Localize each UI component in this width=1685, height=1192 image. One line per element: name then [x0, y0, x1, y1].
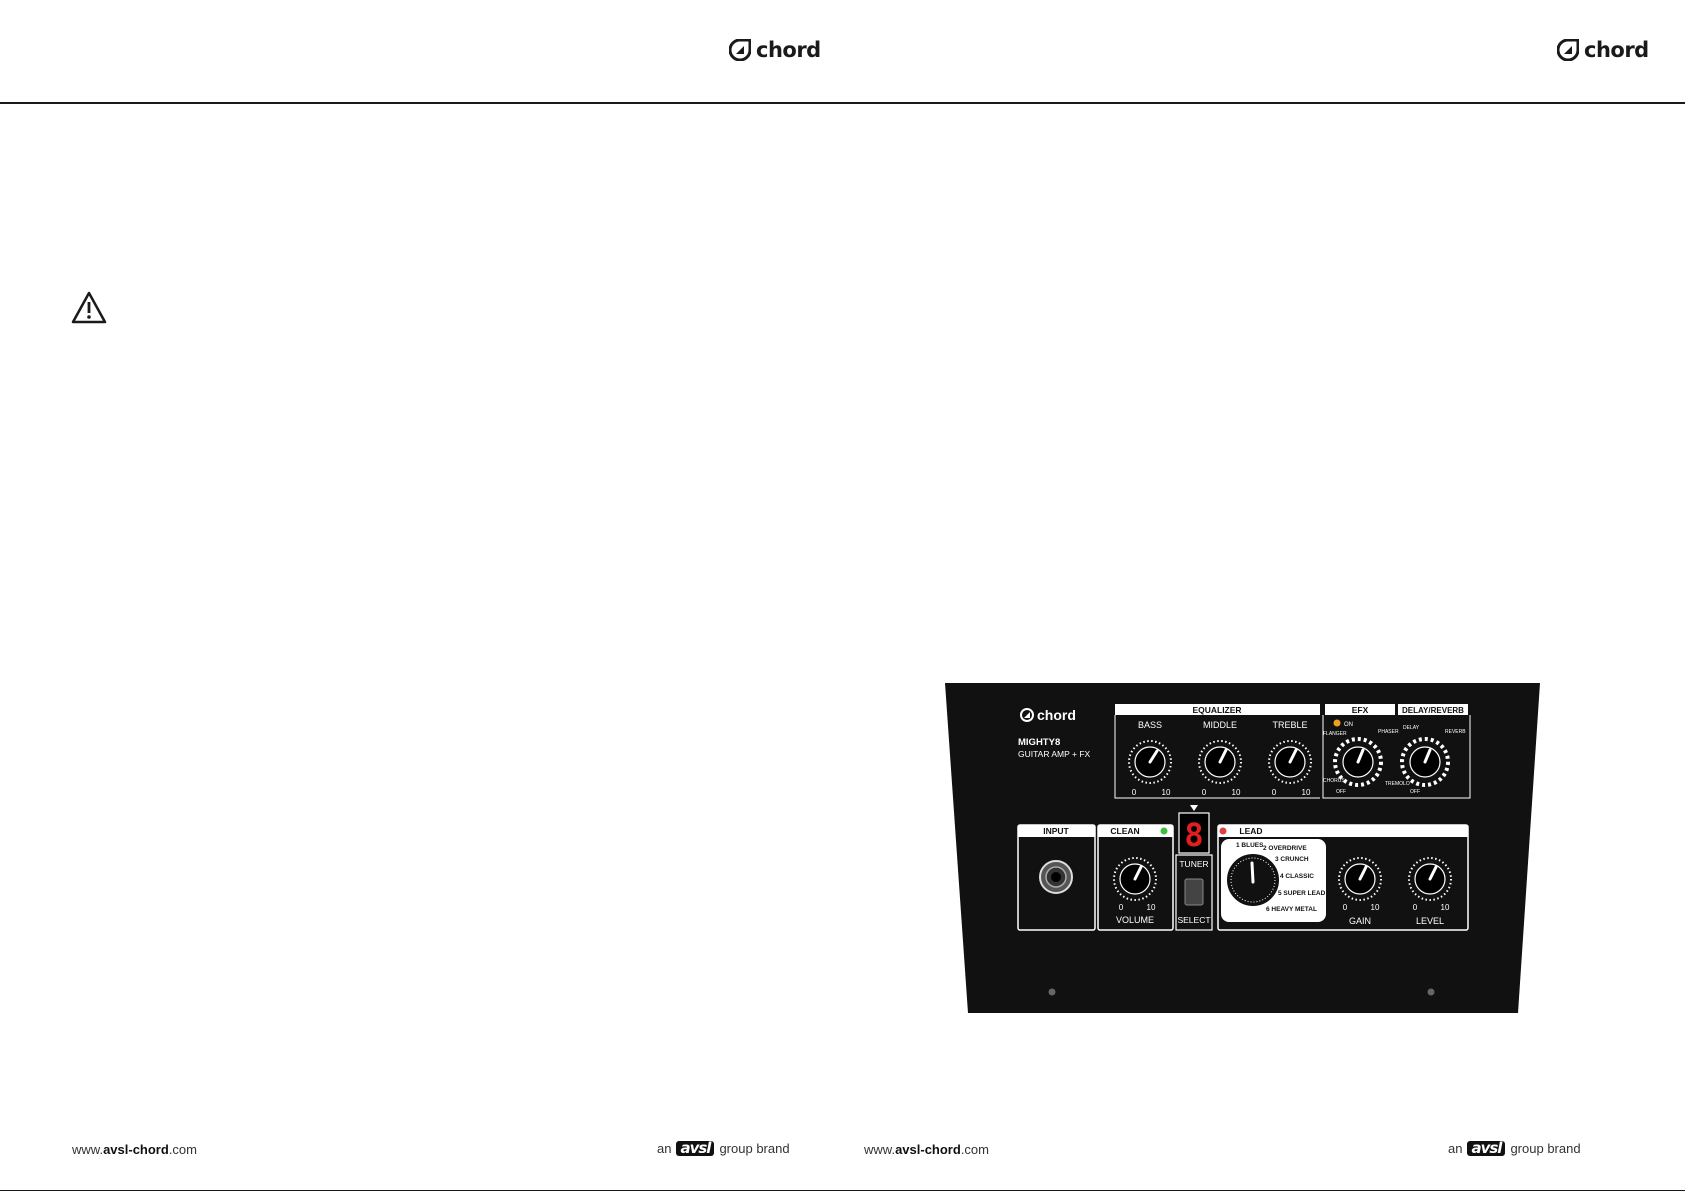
level-label: LEVEL: [1415, 916, 1445, 926]
efx-flanger-label: FLANGER: [1323, 731, 1347, 737]
level-scale-min: 0: [1412, 903, 1418, 912]
middle-label: MIDDLE: [1202, 720, 1238, 730]
efx-off-label: OFF: [1336, 789, 1346, 795]
preset-3: 3 CRUNCH: [1275, 856, 1309, 863]
middle-scale-min: 0: [1201, 788, 1207, 797]
amp-control-panel: [945, 683, 1540, 1013]
footer-group-brand-left: [657, 1141, 790, 1156]
lead-header: LEAD: [1239, 826, 1263, 836]
clean-led: [1161, 828, 1168, 835]
preset-5: 5 SUPER LEAD: [1278, 890, 1326, 897]
model-name: MIGHTY8: [1018, 737, 1061, 748]
panel-brand-text: chord: [1037, 707, 1076, 723]
preset-4: 4 CLASSIC: [1280, 873, 1314, 880]
footer-url-right[interactable]: [864, 1142, 989, 1157]
volume-scale-min: 0: [1118, 903, 1124, 912]
treble-label: TREBLE: [1272, 720, 1308, 730]
footer-divider: [0, 1190, 1685, 1191]
url-suffix: .com: [960, 1142, 989, 1157]
select-label: SELECT: [1177, 915, 1211, 925]
efx-on-label: ON: [1344, 722, 1353, 728]
bass-scale-min: 0: [1131, 788, 1137, 797]
group-prefix: an: [657, 1141, 672, 1156]
group-suffix: group brand: [719, 1141, 790, 1156]
tuner-label: TUNER: [1179, 859, 1209, 869]
volume-scale-max: 10: [1146, 903, 1156, 912]
input-header: INPUT: [1043, 826, 1069, 836]
gain-scale-min: 0: [1342, 903, 1348, 912]
level-scale-max: 10: [1440, 903, 1450, 912]
screw-right: [1428, 989, 1435, 996]
efx-tremolo-label: TREMOLO: [1385, 781, 1410, 787]
clean-header: CLEAN: [1110, 826, 1140, 836]
panel-brand: [1021, 707, 1076, 723]
url-brand: avsl-chord: [103, 1142, 169, 1157]
delay-label: DELAY: [1403, 725, 1420, 731]
avsl-logo: avsl: [676, 1141, 714, 1156]
efx-phaser-label: PHASER: [1378, 729, 1399, 735]
header-logo-right: [1557, 38, 1649, 62]
chord-logo-icon: [729, 39, 751, 61]
url-prefix: www.: [72, 1142, 104, 1157]
treble-scale-max: 10: [1301, 788, 1311, 797]
group-suffix: group brand: [1510, 1141, 1581, 1156]
efx-chorus-label: CHORUS: [1323, 778, 1345, 784]
bass-scale-max: 10: [1161, 788, 1171, 797]
delay-reverb-header: DELAY/REVERB: [1402, 706, 1464, 715]
url-suffix: .com: [168, 1142, 197, 1157]
group-prefix: an: [1448, 1141, 1463, 1156]
lead-preset-knob[interactable]: [1228, 855, 1278, 905]
header-logo-text: chord: [1584, 38, 1649, 62]
model-subtitle: GUITAR AMP + FX: [1018, 749, 1091, 759]
screw-left: [1049, 989, 1056, 996]
header-logo-text: chord: [756, 38, 821, 62]
url-prefix: www.: [864, 1142, 896, 1157]
footer-url-left[interactable]: [72, 1142, 197, 1157]
select-button[interactable]: [1185, 879, 1203, 905]
gain-label: GAIN: [1348, 916, 1372, 926]
tuner-digit: 8: [1184, 816, 1204, 854]
lead-led: [1220, 828, 1227, 835]
preset-6: 6 HEAVY METAL: [1266, 906, 1317, 913]
warning-triangle-icon: [71, 291, 107, 324]
middle-scale-max: 10: [1231, 788, 1241, 797]
equalizer-header: EQUALIZER: [1192, 705, 1242, 715]
header-logo-left: [729, 38, 821, 62]
reverb-label: REVERB: [1445, 729, 1466, 735]
input-jack[interactable]: [1040, 861, 1072, 893]
volume-label: VOLUME: [1115, 915, 1155, 925]
gain-scale-max: 10: [1370, 903, 1380, 912]
preset-2: 2 OVERDRIVE: [1263, 845, 1307, 852]
efx-on-led: [1334, 720, 1341, 727]
efx-header: EFX: [1351, 705, 1369, 715]
url-brand: avsl-chord: [895, 1142, 961, 1157]
bass-label: BASS: [1137, 720, 1163, 730]
preset-1: 1 BLUES: [1236, 842, 1264, 849]
delay-reverb-off-label: OFF: [1410, 789, 1420, 795]
header-divider: [0, 102, 1685, 104]
avsl-logo: avsl: [1467, 1141, 1505, 1156]
footer-group-brand-right: [1448, 1141, 1581, 1156]
chord-logo-icon: [1557, 39, 1579, 61]
treble-scale-min: 0: [1271, 788, 1277, 797]
